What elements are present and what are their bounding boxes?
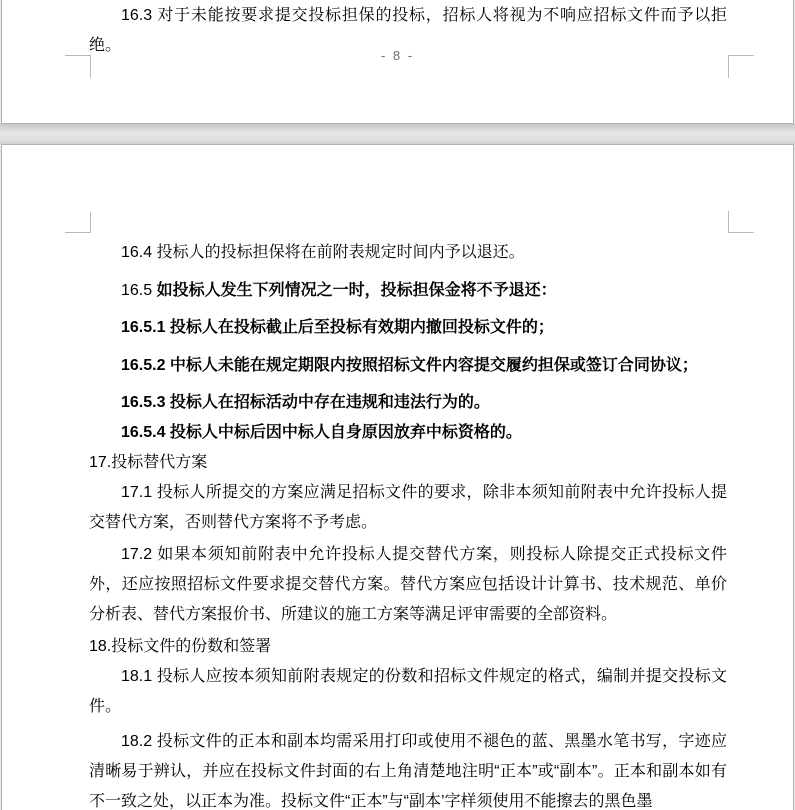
page-9-text-area [89,238,727,810]
paragraph-16-5-1[interactable]: 16.5.1 投标人在投标截止后至投标有效期内撤回投标文件的； [121,319,554,336]
paragraph-16-5-3[interactable]: 16.5.3 投标人在招标活动中存在违规和违法行为的。 [121,394,490,411]
document-page-8 [1,0,794,124]
page-separator [0,124,795,144]
paragraph-18-2[interactable]: 18.2 投标文件的正本和副本均需采用打印或使用不褪色的蓝、黑墨水笔书写，字迹应清晰易于辨认，并应在投标文件封面的右上角清楚地注明“正本”或“副本”。正本和副本如有不一致之处，以正本为准。投标文件“正本”与“副本’字样须使用不能擦去的黑色墨 [89,733,727,810]
paragraph-16-5[interactable] [89,276,727,306]
paragraph-18-1[interactable]: 18.1 投标人应按本须知前附表规定的份数和招标文件规定的格式，编制并提交投标文件。 [89,668,727,715]
margin-mark-top-left [65,212,91,233]
paragraph-16-4[interactable]: 16.4 投标人的投标担保将在前附表规定时间内予以退还。 [121,244,525,261]
paragraph-16-5-2[interactable]: 16.5.2 中标人未能在规定期限内按照招标文件内容提交履约担保或签订合同协议； [121,357,698,374]
page-number-footer: - 8 - [380,48,415,63]
heading-18[interactable]: 18.投标文件的份数和签署 [89,638,272,655]
document-page-9 [1,144,794,810]
clause-text: 如投标人发生下列情况之一时，投标担保金将不予退还： [156,282,557,299]
paragraph-17-2[interactable]: 17.2 如果本须知前附表中允许投标人提交替代方案，则投标人除提交正式投标文件外，还应按照招标文件要求提交替代方案。替代方案应包括设计计算书、技术规范、单价分析表、替代方案报价书、所建议的施工方案等满足评审需要的全部资料。 [89,546,727,623]
margin-mark-top-right [728,211,754,233]
paragraph-16-5-4[interactable]: 16.5.4 投标人中标后因中标人自身原因放弃中标资格的。 [121,424,522,441]
paragraph-17-1[interactable]: 17.1 投标人所提交的方案应满足招标文件的要求，除非本须知前附表中允许投标人提交替代方案，否则替代方案将不予考虑。 [89,484,727,531]
paragraph-16-3[interactable]: 16.3 对于未能按要求提交投标担保的投标，招标人将视为不响应招标文件而予以拒绝。 [89,7,727,54]
heading-17[interactable]: 17.投标替代方案 [89,454,208,471]
clause-number: 16.5 [121,282,157,299]
